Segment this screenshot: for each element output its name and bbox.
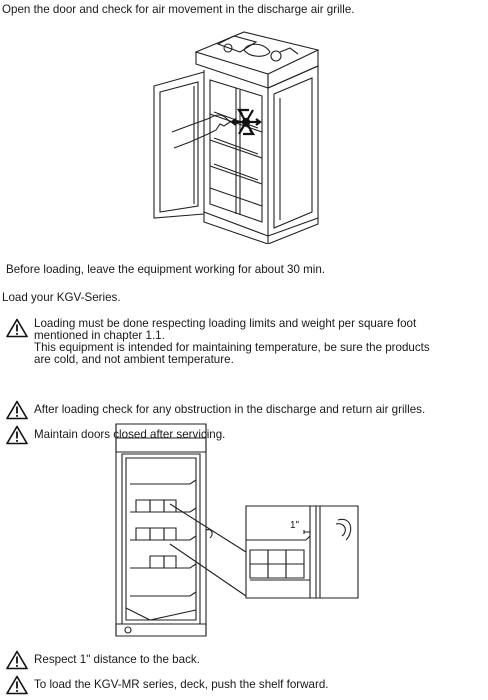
warning-loading-line1: Loading must be done respecting loading limits and weight per square foot bbox=[34, 317, 417, 330]
step-before-loading-text: Before loading, leave the equipment working for about 30 min. bbox=[6, 263, 326, 276]
warning-distance-text: Respect 1" distance to the back. bbox=[34, 653, 200, 666]
step-open-door-text: Open the door and check for air movement in the discharge air grille. bbox=[2, 3, 355, 16]
warning-triangle-icon bbox=[6, 318, 28, 338]
detail-distance-label: 1" bbox=[290, 520, 300, 531]
warning-triangle-icon bbox=[6, 675, 28, 695]
warning-triangle-icon bbox=[6, 650, 28, 670]
warning-doors-text: Maintain doors closed after servicing. bbox=[34, 428, 226, 441]
figure-shelf-distance bbox=[110, 420, 370, 645]
figure-open-door-airflow bbox=[148, 22, 333, 244]
warning-loading-line2: mentioned in chapter 1.1. bbox=[34, 329, 165, 342]
warning-loading-line3: This equipment is intended for maintaining temperature, be sure the products bbox=[34, 341, 430, 354]
warning-mr-series-text: To load the KGV-MR series, deck, push the shelf forward. bbox=[34, 678, 329, 691]
warning-triangle-icon bbox=[6, 400, 28, 420]
step-load-text: Load your KGV-Series. bbox=[2, 291, 121, 304]
warning-loading-line4: are cold, and not ambient temperature. bbox=[34, 353, 234, 366]
warning-triangle-icon bbox=[6, 425, 28, 445]
warning-obstruction-text: After loading check for any obstruction in the discharge and return air grilles. bbox=[34, 403, 426, 416]
